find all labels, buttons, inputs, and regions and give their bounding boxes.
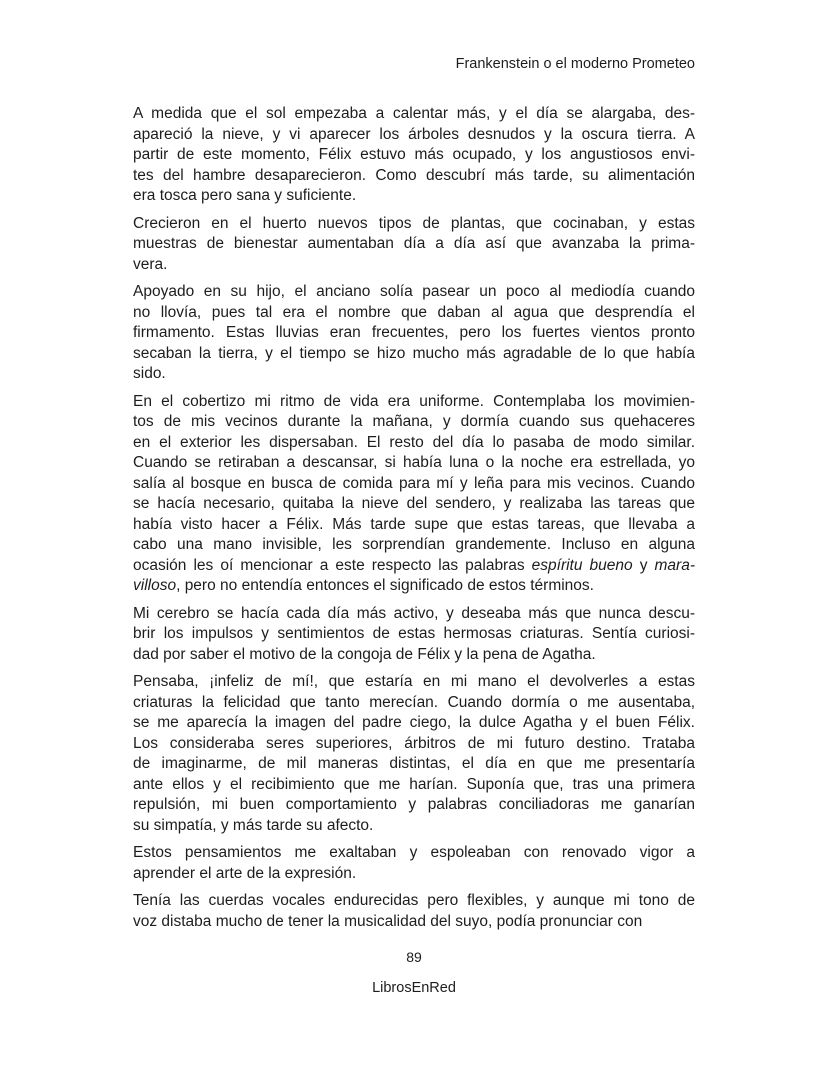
- paragraph: [133, 672, 695, 836]
- text-line: criaturas la felicidad que tanto merecían. Cuando dormía o me ausentaba,: [133, 693, 695, 711]
- text-line: dad por saber el motivo de la congoja de Félix y la pena de Agatha.: [133, 645, 596, 663]
- text-line: Los consideraba seres superiores, árbitros de mi futuro destino. Trataba: [133, 734, 695, 752]
- paragraph: [133, 104, 695, 207]
- text-line: salía al bosque en busca de comida para mí y leña para mis vecinos. Cuando: [133, 474, 695, 492]
- text-line: secaban la tierra, y el tiempo se hizo mucho más agradable de lo que había: [133, 344, 695, 362]
- text-line: se hacía necesario, quitaba la nieve del sendero, y realizaba las tareas que: [133, 495, 695, 512]
- text-line: A medida que el sol empezaba a calentar más, y el día se alargaba, des-: [133, 105, 695, 122]
- text-line: no llovía, pues tal era el nombre que daban al agua que desprendía el: [133, 303, 695, 321]
- paragraph: [133, 392, 695, 597]
- text-line: vera.: [133, 255, 168, 273]
- text-line: Apoyado en su hijo, el anciano solía pasear un poco al mediodía cuando: [133, 283, 695, 300]
- text-line: había visto hacer a Félix. Más tarde supe que estas tareas, que llevaba a: [133, 515, 695, 533]
- text-line: firmamento. Estas lluvias eran frecuentes, pero los fuertes vientos pronto: [133, 324, 695, 341]
- text-line: repulsión, mi buen comportamiento y palabras conciliadoras me ganarían: [133, 796, 695, 813]
- text-line: sido.: [133, 365, 166, 382]
- text-line: su simpatía, y más tarde su afecto.: [133, 816, 374, 834]
- text-line: era tosca pero sana y suficiente.: [133, 187, 357, 204]
- text-line: Mi cerebro se hacía cada día más activo, y deseaba más que nunca descu-: [133, 604, 695, 622]
- text-line: ante ellos y el recibimiento que me harían. Suponía que, tras una primera: [133, 775, 695, 793]
- text-line: Crecieron en el huerto nuevos tipos de plantas, que cocinaban, y estas: [133, 214, 695, 232]
- paragraph: [133, 282, 695, 385]
- publisher-imprint: LibrosEnRed: [372, 980, 456, 996]
- text-line: ocasión les oí mencionar a este respecto las palabras espíritu bueno y mara-: [133, 556, 695, 574]
- text-line: tes del hambre desaparecieron. Como descubrí más tarde, su alimentación: [133, 166, 695, 184]
- page-body: [133, 104, 695, 939]
- text-line: muestras de bienestar aumentaban día a día así que avanzaba la prima-: [133, 235, 695, 252]
- text-line: de imaginarme, de mil maneras distintas, el día en que me presentaría: [133, 755, 695, 772]
- text-line: en el exterior les dispersaban. El resto del día lo pasaba de modo similar.: [133, 433, 695, 451]
- paragraph: [133, 891, 695, 932]
- text-line: voz distaba mucho de tener la musicalidad del suyo, podía pronunciar con: [133, 912, 643, 930]
- text-line: cabo una mano invisible, les sorprendían grandemente. Incluso en alguna: [133, 536, 695, 553]
- text-line: aprender el arte de la expresión.: [133, 864, 357, 882]
- text-line: En el cobertizo mi ritmo de vida era uniforme. Contemplaba los movimien-: [133, 392, 695, 410]
- text-line: villoso, pero no entendía entonces el significado de estos términos.: [133, 577, 594, 594]
- paragraph: [133, 604, 695, 666]
- text-line: brir los impulsos y sentimientos de estas hermosas criaturas. Sentía curiosi-: [133, 625, 695, 642]
- text-line: Pensaba, ¡infeliz de mí!, que estaría en mi mano el devolverles a estas: [133, 673, 695, 690]
- text-line: se me aparecía la imagen del padre ciego, la dulce Agatha y el buen Félix.: [133, 714, 695, 731]
- text-line: apareció la nieve, y vi aparecer los árboles desnudos y la oscura tierra. A: [133, 125, 695, 143]
- running-header: Frankenstein o el moderno Prometeo: [455, 56, 695, 72]
- text-line: Tenía las cuerdas vocales endurecidas pero flexibles, y aunque mi tono de: [133, 892, 695, 909]
- text-line: tos de mis vecinos durante la mañana, y dormía cuando sus quehaceres: [133, 413, 695, 430]
- page-number: 89: [406, 949, 422, 965]
- text-line: Estos pensamientos me exaltaban y espoleaban con renovado vigor a: [133, 844, 695, 861]
- paragraph: [133, 214, 695, 276]
- text-line: partir de este momento, Félix estuvo más ocupado, y los angustiosos envi-: [133, 146, 695, 163]
- paragraph: [133, 843, 695, 884]
- text-line: Cuando se retiraban a descansar, si había luna o la noche era estrellada, yo: [133, 454, 695, 471]
